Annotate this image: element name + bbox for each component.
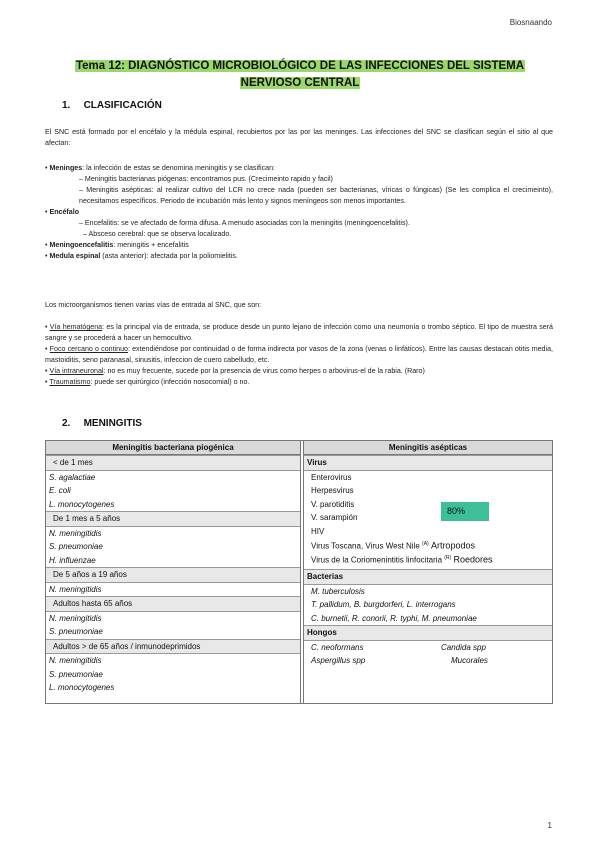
list-item-encefalo: • Encéfalo: [45, 208, 80, 216]
sub-item: – Meningitis bacterianas piógenas: encontramos pus. (Crecimeinto rapido y facil): [79, 175, 333, 183]
via-traumatismo: • Traumatismo: puede ser quirúrgico (infección nosocomial) o no.: [45, 378, 250, 386]
table-row: N. meningitidis: [49, 584, 102, 594]
table-row: S. agalactiae: [49, 472, 96, 482]
meningitis-table: [45, 440, 553, 704]
table-row: V. sarampión: [311, 513, 358, 522]
vias-intro: Los microorganismos tienen varias vías de entrada al SNC, que son:: [45, 301, 262, 309]
table-row: S. pneumoniae: [49, 542, 103, 551]
table-row: Virus de la Coriomenintitis linfocitaria $^{(R)}$ Roedores: [311, 554, 493, 565]
section-heading-meningitis: 2. MENINGITIS: [62, 418, 142, 429]
list-item-meningoencefalitis: • Meningoencefalitis: meningitis + encefalitis: [45, 241, 189, 249]
sub-item: – Absceso cerebral: que se observa localizado.: [83, 230, 232, 238]
age-group: Adultos hasta 65 años: [46, 596, 300, 612]
list-item-meninges: • Meninges: la infección de estas se denomina meningitis y se clasifican:: [45, 164, 276, 172]
table-row: Herpesvirus: [311, 486, 354, 495]
list-item-medula: • Medula espinal (asta anterior): afectada por la poliomielitis.: [45, 252, 238, 260]
pathogen-group: Hongos: [304, 625, 552, 641]
section-heading-clasificacion: 1. CLASIFICACIÓN: [62, 100, 162, 111]
table-row: E. coli: [49, 486, 71, 495]
table-row: T. pallidum, B. burgdorferi, L. interrogans: [311, 600, 456, 609]
table-header-asepticas: Meningitis asépticas: [304, 441, 552, 455]
table-row: Aspergillus spp Mucorales: [311, 656, 488, 665]
table-row: C. neoformans Candida spp: [311, 642, 486, 652]
pathogen-group: Virus: [304, 455, 552, 471]
age-group: < de 1 mes: [46, 455, 300, 471]
table-row: H. influenzae: [49, 555, 96, 565]
classification-list: [45, 163, 553, 262]
title-line-2: NERVIOSO CENTRAL: [240, 77, 360, 89]
title-line-1: Tema 12: DIAGNÓSTICO MICROBIOLÓGICO DE LAS INFECCIONES DEL SISTEMA: [75, 60, 525, 72]
page-number: 1: [547, 821, 552, 830]
table-row: L. monocytogenes: [49, 499, 115, 509]
pathogen-group: Bacterias: [304, 569, 552, 585]
table-row: V. parotiditis: [311, 499, 355, 509]
table-header-bacteriana: Meningitis bacteriana piogénica: [46, 441, 300, 455]
table-row: S. pneumoniae: [49, 669, 103, 679]
percentage-badge: 80%: [441, 502, 489, 521]
table-row: N. meningitidis: [49, 613, 102, 623]
table-row: Virus Toscana, Virus West Nile $^{(A)}$ Artropodos: [311, 540, 475, 551]
table-row: C. burnetii, R. conorii, R. typhi, M. pneumoniae: [311, 613, 477, 623]
intro-paragraph: El SNC está formado por el encéfalo y la médula espinal, recubiertos por las por las meninges. Las infecciones del SNC se clasifican según el sitio al que afectan:: [45, 128, 553, 147]
table-column-asepticas: [303, 441, 552, 703]
table-row: M. tuberculosis: [311, 586, 365, 596]
age-group: Adultos > de 65 años / inmunodeprimidos: [46, 639, 300, 655]
age-group: De 1 mes a 5 años: [46, 511, 300, 527]
table-row: Enterovirus: [311, 472, 352, 482]
via-hematogena: • Vía hematógena: es la principal vía de entrada, se produce desde un punto lejano de infección como una neumonía o trombo séptico. El tipo de muestra será sangre y se procederá a hacer un hemocultivo.: [45, 323, 553, 342]
sub-item: – Encefalitis: se ve afectado de forma difusa. A menudo asociadas con la meningitis (meningoencefalitis).: [79, 219, 410, 227]
age-group: De 5 años a 19 años: [46, 567, 300, 583]
via-intraneuronal: • Vía intraneuronal: no es muy frecuente, sucede por la presencia de virus como herpes o arbovirus-el de la rabia. (Raro): [45, 367, 425, 375]
table-row: N. meningitidis: [49, 528, 102, 538]
author-header: Biosnaando: [509, 18, 552, 27]
sub-item: – Meningitis asépticas: al realizar cultivo del LCR no crece nada (pueden ser bacterianas, víricas o fúngicas) (Se les complica el crecimeinto), necesitamos específicos. Periodo de incubación más lento y signos meníngeos son menos importantes.: [79, 186, 553, 205]
table-row: L. monocytogenes: [49, 683, 115, 692]
via-foco-cercano: • Foco cercano o continuo: extendiéndose por continuidad o de forma indirecta por vasos de la zona (venas o linfáticos). Entre las causas destacan otitis media, mastoiditis, seno paranasal, sinusitis, infeccion de cuero cabelludo, etc.: [45, 345, 553, 364]
table-row: N. meningitidis: [49, 656, 102, 665]
page-title: [0, 58, 600, 92]
table-column-bacteriana: [46, 441, 301, 703]
table-row: HIV: [311, 526, 325, 536]
table-row: S. pneumoniae: [49, 627, 103, 636]
vias-list: [45, 322, 553, 388]
